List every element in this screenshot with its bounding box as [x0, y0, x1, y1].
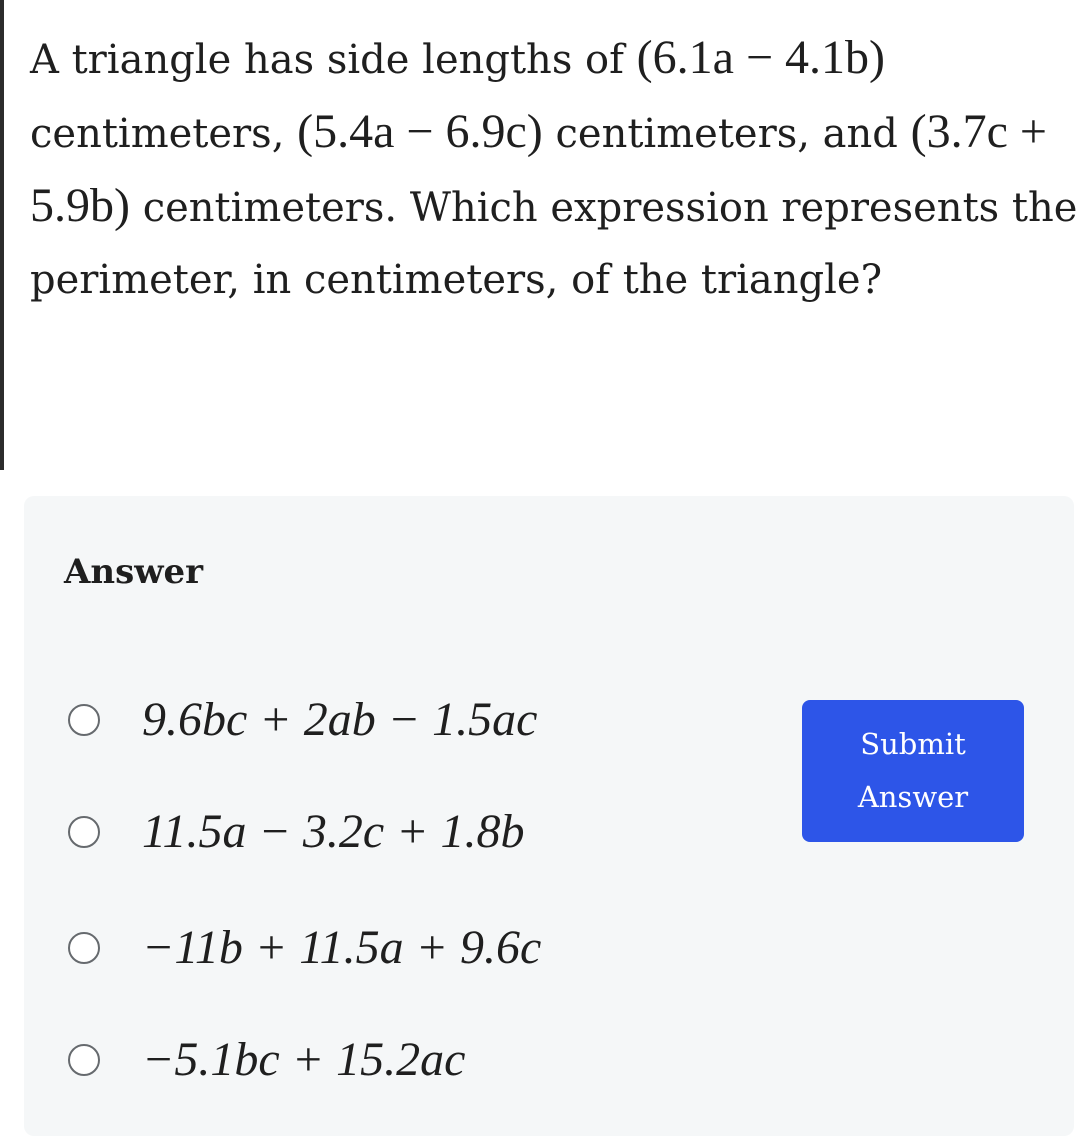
answer-option-label: −5.1bc + 15.2ac	[142, 1033, 466, 1086]
radio-button-icon[interactable]	[68, 704, 100, 736]
answer-option-1[interactable]	[68, 692, 537, 747]
question-part-1: A triangle has side lengths of	[30, 37, 637, 83]
side-length-1: (6.1a − 4.1b)	[636, 31, 886, 84]
radio-button-icon[interactable]	[68, 1044, 100, 1076]
answer-heading: Answer	[64, 552, 204, 592]
side-length-3: (3.7c + 5.9b)	[30, 105, 1047, 232]
question-part-2: centimeters,	[30, 111, 298, 157]
answer-option-3[interactable]	[68, 920, 541, 975]
answer-option-label: 11.5a − 3.2c + 1.8b	[142, 805, 525, 858]
radio-button-icon[interactable]	[68, 932, 100, 964]
side-length-2: (5.4a − 6.9c)	[297, 105, 543, 158]
left-border-line	[0, 0, 4, 470]
question-part-4: centimeters. Which expression represents the perimeter, in centimeters, of the triangle?	[30, 185, 1078, 303]
answer-option-2[interactable]	[68, 804, 525, 859]
answer-panel	[24, 496, 1074, 1136]
answer-option-4[interactable]	[68, 1032, 465, 1087]
radio-button-icon[interactable]	[68, 816, 100, 848]
submit-answer-button[interactable]: Submit Answer	[802, 700, 1024, 842]
answer-option-label: 9.6bc + 2ab − 1.5ac	[142, 693, 538, 746]
answer-option-label: −11b + 11.5a + 9.6c	[142, 921, 542, 974]
question-text	[30, 22, 1080, 316]
question-part-3: centimeters, and	[555, 111, 911, 157]
